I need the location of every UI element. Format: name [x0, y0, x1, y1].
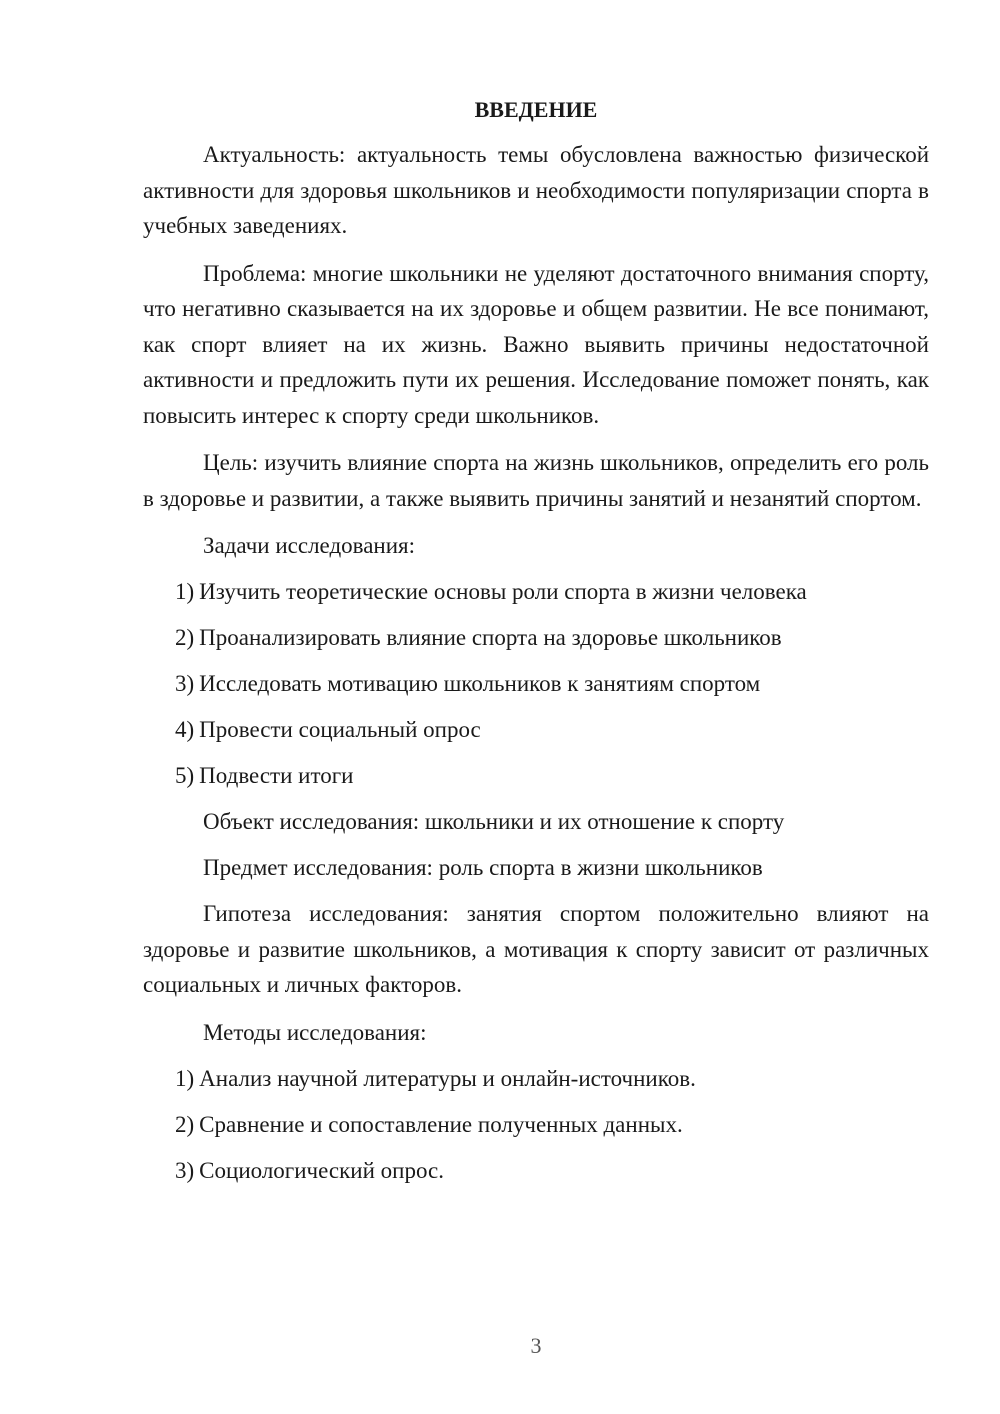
list-item-text: Социологический опрос.	[199, 1157, 444, 1183]
list-item	[143, 1061, 929, 1097]
list-item	[143, 1153, 929, 1189]
problem-paragraph: Проблема: многие школьники не уделяют достаточного внимания спорту, что негативно сказывается на их здоровье и общем развитии. Не все понимают, как спорт влияет на их жизнь. Важно выявить причины недостаточной активности и предложить пути их решения. Исследование поможет понять, как повысить интерес к спорту среди школьников.	[143, 260, 929, 428]
list-item-number: 3)	[175, 671, 195, 696]
list-item-number: 1)	[175, 579, 195, 604]
tasks-heading: Задачи исследования:	[203, 533, 416, 558]
list-item-number: 2)	[175, 1111, 195, 1137]
list-item-text: Подвести итоги	[199, 763, 354, 788]
list-item	[143, 758, 929, 794]
document-body	[143, 92, 929, 1199]
list-item	[143, 666, 929, 702]
list-item	[143, 574, 929, 610]
list-item-number: 3)	[175, 1157, 195, 1183]
list-item-number: 2)	[175, 625, 195, 650]
list-item	[143, 620, 929, 656]
list-item-text: Анализ научной литературы и онлайн-источников.	[199, 1065, 696, 1091]
object-line: Объект исследования: школьники и их отношение к спорту	[203, 809, 785, 834]
actuality-paragraph: Актуальность: актуальность темы обусловлена важностью физической активности для здоровья школьников и необходимости популяризации спорта в учебных заведениях.	[143, 142, 929, 238]
page-title: ВВЕДЕНИЕ	[474, 97, 598, 122]
tasks-list	[143, 574, 929, 794]
list-item	[143, 712, 929, 748]
hypothesis-paragraph: Гипотеза исследования: занятия спортом положительно влияют на здоровье и развитие школьников, а мотивация к спорту зависит от различных социальных и личных факторов.	[143, 901, 929, 997]
methods-heading: Методы исследования:	[203, 1019, 427, 1045]
list-item-text: Изучить теоретические основы роли спорта в жизни человека	[199, 579, 807, 604]
list-item-text: Сравнение и сопоставление полученных данных.	[199, 1111, 683, 1137]
list-item-number: 4)	[175, 717, 195, 742]
list-item-number: 1)	[175, 1065, 195, 1091]
list-item-text: Провести социальный опрос	[199, 717, 481, 742]
page-number: 3	[530, 1333, 542, 1358]
list-item	[143, 1107, 929, 1143]
goal-paragraph: Цель: изучить влияние спорта на жизнь школьников, определить его роль в здоровье и развитии, а также выявить причины занятий и незанятий спортом.	[143, 450, 929, 511]
list-item-number: 5)	[175, 763, 195, 788]
list-item-text: Исследовать мотивацию школьников к занятиям спортом	[199, 671, 761, 696]
methods-list	[143, 1061, 929, 1189]
subject-line: Предмет исследования: роль спорта в жизни школьников	[203, 855, 763, 880]
list-item-text: Проанализировать влияние спорта на здоровье школьников	[199, 625, 782, 650]
